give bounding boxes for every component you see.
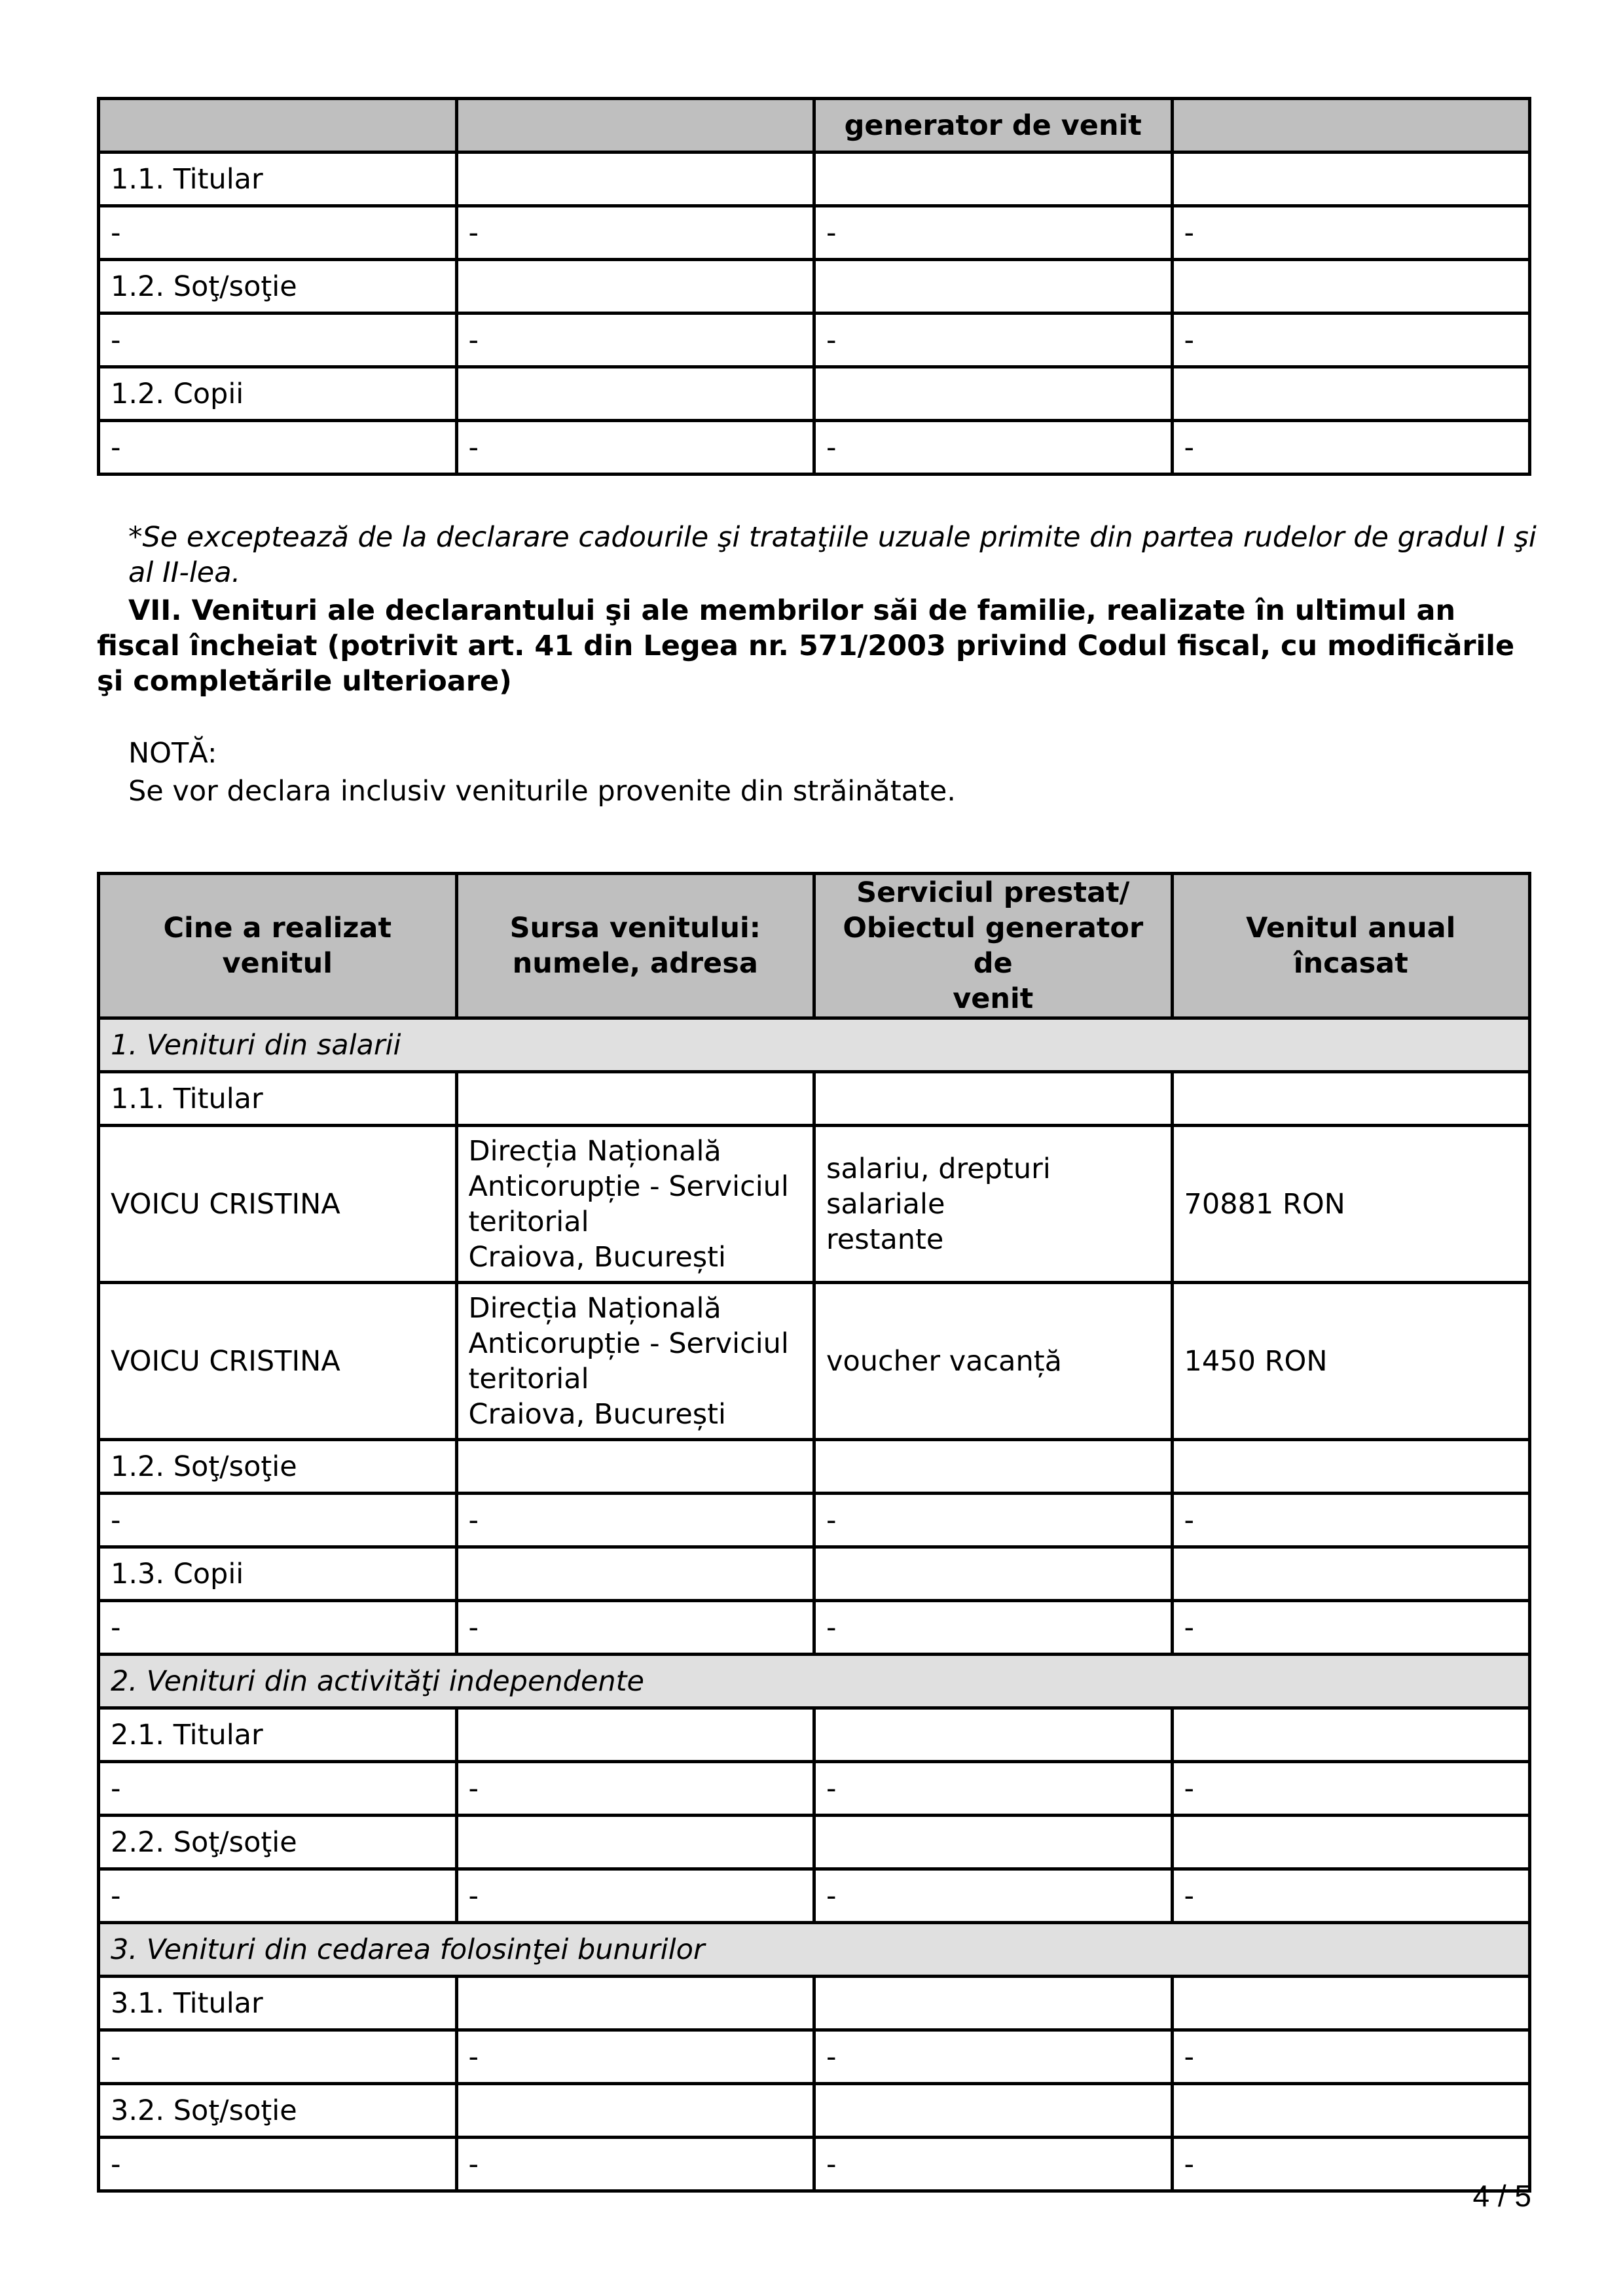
table-cell xyxy=(814,1816,1173,1869)
table-cell xyxy=(814,1708,1173,1762)
table-row xyxy=(99,1762,1530,1816)
table-cell: - xyxy=(456,2030,814,2084)
table-row xyxy=(99,1601,1530,1655)
table-cell xyxy=(814,152,1173,206)
table-cell xyxy=(456,152,814,206)
table-cell: - xyxy=(456,1601,814,1655)
table-cell: - xyxy=(814,2138,1173,2191)
table-cell: - xyxy=(814,1494,1173,1547)
table-cell: 1.2. Soţ/soţie xyxy=(99,260,457,314)
table-cell: VOICU CRISTINA xyxy=(99,1283,457,1440)
table-row xyxy=(99,421,1530,475)
table-cell xyxy=(1172,367,1530,421)
table-row xyxy=(99,1869,1530,1923)
table-cell: 1450 RON xyxy=(1172,1283,1530,1440)
table-cell xyxy=(1172,2084,1530,2138)
top-table-header xyxy=(99,99,1530,152)
table-cell: 2.1. Titular xyxy=(99,1708,457,1762)
table-row xyxy=(99,1440,1530,1494)
table-cell xyxy=(814,260,1173,314)
table-cell: 1.1. Titular xyxy=(99,1072,457,1126)
table-cell xyxy=(456,367,814,421)
table-cell: - xyxy=(814,2030,1173,2084)
table-cell: - xyxy=(456,2138,814,2191)
table-row xyxy=(99,1547,1530,1601)
table-cell xyxy=(456,1440,814,1494)
table-cell: - xyxy=(456,314,814,367)
table-cell: Direcția Națională Anticorupție - Serviciul teritorial Craiova, București xyxy=(456,1126,814,1283)
table-cell xyxy=(456,1072,814,1126)
table-cell: - xyxy=(99,1869,457,1923)
table-cell xyxy=(1172,152,1530,206)
table-cell: salariu, drepturi salariale restante xyxy=(814,1126,1173,1283)
table-cell: - xyxy=(1172,421,1530,475)
header-cell xyxy=(1172,99,1530,152)
table-cell: 3.2. Soţ/soţie xyxy=(99,2084,457,2138)
section-row xyxy=(99,1923,1530,1977)
table-cell: - xyxy=(814,1762,1173,1816)
table-cell xyxy=(456,1708,814,1762)
income-table xyxy=(97,872,1531,2193)
table-cell: - xyxy=(814,1601,1173,1655)
page-number: 4 / 5 xyxy=(1472,2179,1531,2213)
table-cell: - xyxy=(814,421,1173,475)
section-label: 3. Venituri din cedarea folosinţei bunurilor xyxy=(99,1923,1530,1977)
top-table xyxy=(97,97,1531,476)
table-row xyxy=(99,314,1530,367)
table-cell: - xyxy=(456,206,814,260)
header-cell: generator de venit xyxy=(814,99,1173,152)
table-cell: - xyxy=(1172,1762,1530,1816)
table-cell: - xyxy=(99,2138,457,2191)
header-cell: Sursa venitului: numele, adresa xyxy=(456,874,814,1018)
table-cell: - xyxy=(1172,2030,1530,2084)
table-cell: - xyxy=(99,1601,457,1655)
table-row xyxy=(99,260,1530,314)
table-cell: 1.2. Copii xyxy=(99,367,457,421)
table-cell: - xyxy=(456,1869,814,1923)
table-row xyxy=(99,2030,1530,2084)
table-cell: 1.1. Titular xyxy=(99,152,457,206)
table-cell xyxy=(814,1977,1173,2030)
table-row xyxy=(99,1494,1530,1547)
table-row xyxy=(99,1283,1530,1440)
table-cell: - xyxy=(99,421,457,475)
table-cell xyxy=(814,1072,1173,1126)
table-cell xyxy=(814,2084,1173,2138)
table-cell: - xyxy=(99,1762,457,1816)
table-cell: - xyxy=(99,206,457,260)
table-cell: - xyxy=(814,1869,1173,1923)
header-cell: Serviciul prestat/ Obiectul generator de venit xyxy=(814,874,1173,1018)
table-cell xyxy=(1172,1547,1530,1601)
table-cell xyxy=(456,1816,814,1869)
income-table-header xyxy=(99,874,1530,1018)
exception-note: *Se exceptează de la declarare cadourile şi trataţiile uzuale primite din partea rudelor de gradul I şi al II-lea. xyxy=(128,521,1537,589)
table-cell: - xyxy=(814,314,1173,367)
table-cell xyxy=(1172,1440,1530,1494)
header-cell xyxy=(456,99,814,152)
table-cell: - xyxy=(1172,2138,1530,2191)
table-row xyxy=(99,1072,1530,1126)
table-row xyxy=(99,1816,1530,1869)
table-row xyxy=(99,2138,1530,2191)
table-row xyxy=(99,152,1530,206)
table-cell: - xyxy=(1172,206,1530,260)
section-label: 2. Venituri din activităţi independente xyxy=(99,1655,1530,1708)
table-row xyxy=(99,1977,1530,2030)
table-cell: Direcția Națională Anticorupție - Serviciul teritorial Craiova, București xyxy=(456,1283,814,1440)
table-cell xyxy=(814,1547,1173,1601)
section-title: VII. Venituri ale declarantului şi ale membrilor săi de familie, realizate în ultimul an fiscal încheiat (potrivit art. 41 din Legea nr. 571/2003 privind Codul fiscal, cu modificările şi completările ulterioare) xyxy=(97,594,1515,698)
table-cell xyxy=(456,1977,814,2030)
header-cell xyxy=(99,99,457,152)
nota-text: Se vor declara inclusiv veniturile provenite din străinătate. xyxy=(128,775,956,808)
table-row xyxy=(99,1708,1530,1762)
table-cell: - xyxy=(1172,1601,1530,1655)
section-label: 1. Venituri din salarii xyxy=(99,1018,1530,1072)
table-cell: VOICU CRISTINA xyxy=(99,1126,457,1283)
table-cell: 1.2. Soţ/soţie xyxy=(99,1440,457,1494)
table-row xyxy=(99,1126,1530,1283)
table-row xyxy=(99,367,1530,421)
table-cell: voucher vacanță xyxy=(814,1283,1173,1440)
table-row xyxy=(99,206,1530,260)
table-cell: - xyxy=(456,1494,814,1547)
table-cell: - xyxy=(99,2030,457,2084)
table-cell xyxy=(456,260,814,314)
table-cell: - xyxy=(814,206,1173,260)
table-cell xyxy=(1172,1708,1530,1762)
table-cell: 70881 RON xyxy=(1172,1126,1530,1283)
table-cell: - xyxy=(1172,1869,1530,1923)
table-cell: - xyxy=(99,314,457,367)
table-cell xyxy=(1172,1072,1530,1126)
table-cell: - xyxy=(456,421,814,475)
table-cell xyxy=(1172,1977,1530,2030)
section-row xyxy=(99,1655,1530,1708)
table-cell: 3.1. Titular xyxy=(99,1977,457,2030)
table-cell xyxy=(814,1440,1173,1494)
header-cell: Venitul anual încasat xyxy=(1172,874,1530,1018)
table-cell: 2.2. Soţ/soţie xyxy=(99,1816,457,1869)
table-cell xyxy=(456,1547,814,1601)
table-row xyxy=(99,2084,1530,2138)
section-row xyxy=(99,1018,1530,1072)
header-cell: Cine a realizat venitul xyxy=(99,874,457,1018)
table-cell xyxy=(1172,1816,1530,1869)
table-cell: - xyxy=(1172,1494,1530,1547)
table-cell: 1.3. Copii xyxy=(99,1547,457,1601)
table-cell xyxy=(814,367,1173,421)
table-cell: - xyxy=(99,1494,457,1547)
table-cell: - xyxy=(456,1762,814,1816)
nota-label: NOTĂ: xyxy=(128,737,217,770)
table-cell: - xyxy=(1172,314,1530,367)
table-cell xyxy=(1172,260,1530,314)
table-cell xyxy=(456,2084,814,2138)
